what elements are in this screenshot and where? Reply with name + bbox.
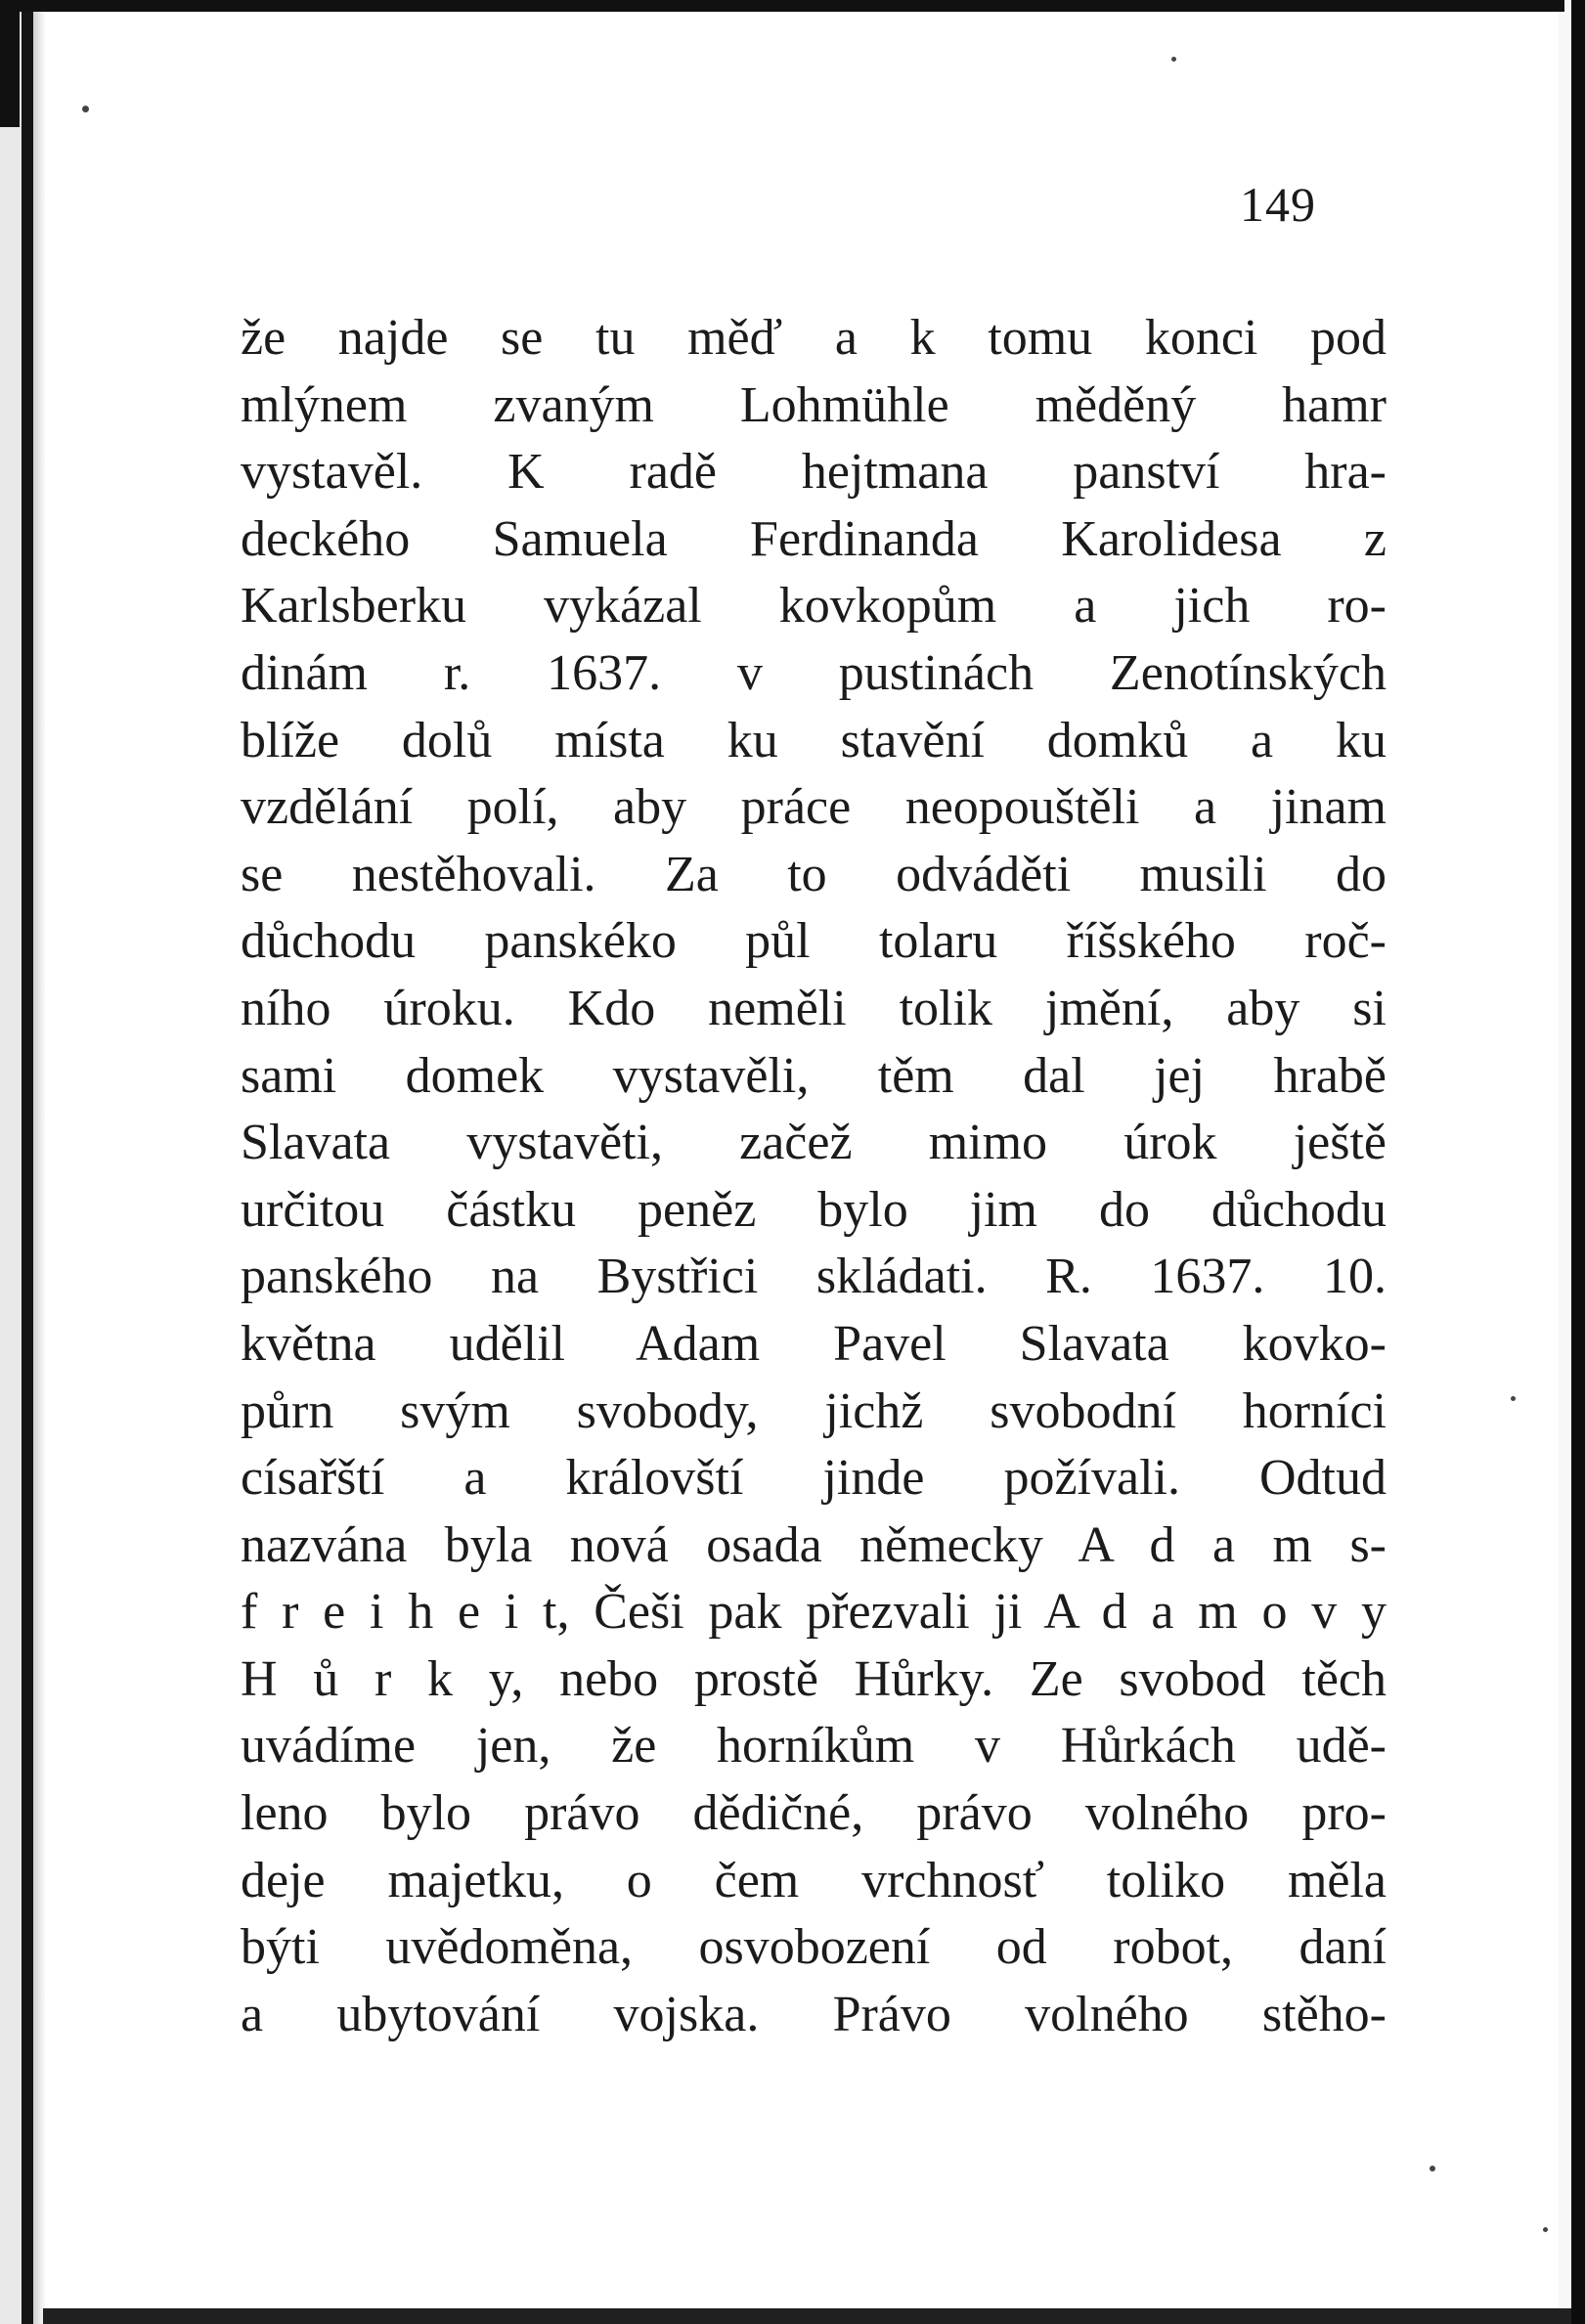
book-page — [45, 12, 1559, 2307]
text-line-3: vystavěl. K radě hejtmana panství hra- — [241, 444, 1387, 501]
text-line-14: určitou částku peněz bylo jim do důchodu — [241, 1181, 1387, 1238]
text-line-19: nazvána byla nová osada německy A d a m s- — [241, 1516, 1387, 1573]
text-line-6: dinám r. 1637. v pustinách Zenotínských — [241, 644, 1387, 701]
text-line-18: císařští a královští jinde požívali. Odtud — [241, 1450, 1387, 1507]
text-line-10: důchodu panskéko půl tolaru říšského roč- — [241, 913, 1387, 970]
text-line-1: že najde se tu měď a k tomu konci pod — [241, 310, 1387, 366]
text-line-13: Slavata vystavěti, začež mimo úrok ještě — [241, 1115, 1387, 1171]
text-line-21: H ů r k y, nebo prostě Hůrky. Ze svobod těch — [241, 1650, 1387, 1707]
text-line-12: sami domek vystavěli, těm dal jej hrabě — [241, 1047, 1387, 1104]
scan-left-edge-top — [0, 0, 20, 127]
text-line-25: býti uvědoměna, osvobození od robot, daní — [241, 1919, 1387, 1976]
scan-speck — [1511, 1396, 1516, 1401]
text-line-9: se nestěhovali. Za to odváděti musili do — [241, 846, 1387, 902]
scan-left-edge — [0, 0, 43, 2324]
scan-right-edge — [1571, 0, 1585, 2324]
page-number: 149 — [1240, 177, 1316, 232]
scan-bottom-edge — [43, 2308, 1571, 2324]
text-line-8: vzdělání polí, aby práce neopouštěli a jinam — [241, 779, 1387, 836]
scan-speck — [1543, 2227, 1548, 2232]
text-line-11: ního úroku. Kdo neměli tolik jmění, aby si — [241, 980, 1387, 1036]
text-line-4: deckého Samuela Ferdinanda Karolidesa z — [241, 510, 1387, 567]
text-line-24: deje majetku, o čem vrchnosť toliko měla — [241, 1852, 1387, 1908]
scan-speck — [1171, 57, 1176, 62]
text-line-15: panského na Bystřici skládati. R. 1637. 10. — [241, 1249, 1387, 1305]
text-line-5: Karlsberku vykázal kovkopům a jich ro- — [241, 578, 1387, 635]
text-line-26: a ubytování vojska. Právo volného stěho- — [241, 1986, 1387, 2042]
scan-top-edge — [20, 0, 1564, 12]
body-text — [241, 305, 1387, 2048]
text-line-17: půrn svým svobody, jichž svobodní horníci — [241, 1382, 1387, 1439]
text-line-20: f r e i h e i t, Češi pak přezvali ji A d a m o v y — [241, 1584, 1387, 1641]
text-line-22: uvádíme jen, že horníkům v Hůrkách udě- — [241, 1718, 1387, 1775]
scan-speck — [82, 106, 89, 112]
text-line-2: mlýnem zvaným Lohmühle měděný hamr — [241, 376, 1387, 433]
scan-speck — [1430, 2166, 1435, 2171]
text-line-7: blíže dolů místa ku stavění domků a ku — [241, 712, 1387, 768]
text-line-23: leno bylo právo dědičné, právo volného pro- — [241, 1785, 1387, 1842]
text-line-16: května udělil Adam Pavel Slavata kovko- — [241, 1315, 1387, 1372]
